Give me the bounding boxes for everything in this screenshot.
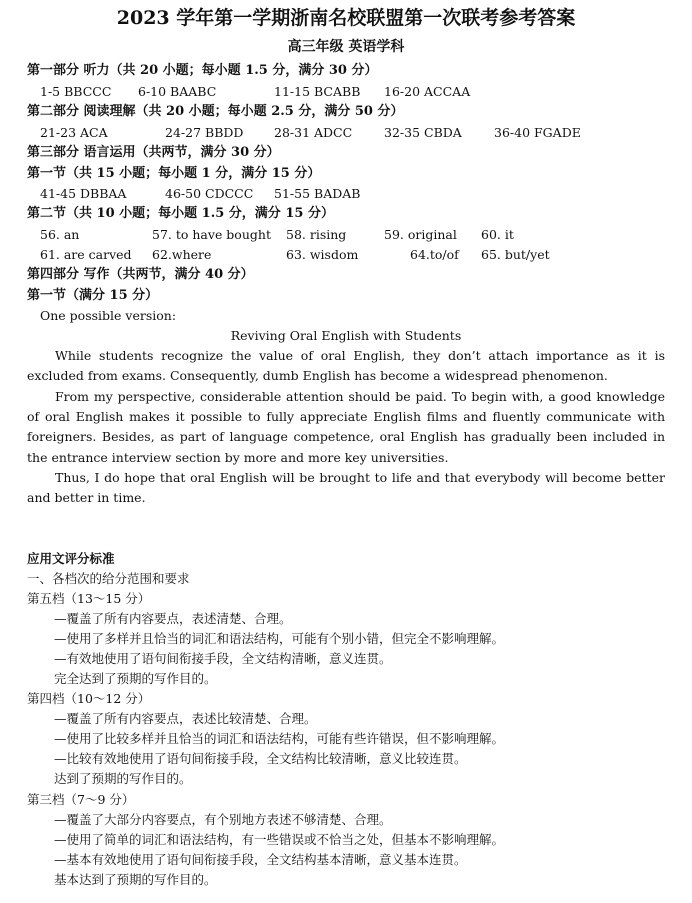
criteria-item: —使用了比较多样并且恰当的词汇和语法结构，可能有些许错误，但不影响理解。 — [54, 731, 505, 746]
answer-item: 60. it — [481, 227, 514, 242]
criteria-item: —基本有效地使用了语句间衔接手段，全文结构基本清晰，意义基本连贯。 — [54, 852, 467, 867]
grade-label: 第三档（7～9 分） — [27, 792, 135, 807]
part4-heading: 第四部分 写作（共两节，满分 40 分） — [27, 267, 254, 282]
answer-group: 51-55 BADAB — [274, 186, 361, 201]
criteria-item: —有效地使用了语句间衔接手段，全文结构清晰，意义连贯。 — [54, 651, 392, 666]
answer-group: 36-40 FGADE — [494, 125, 581, 140]
part4-section1-heading: 第一节（满分 15 分） — [27, 288, 159, 303]
answer-group: 41-45 DBBAA — [40, 186, 127, 201]
answer-item: 59. original — [384, 227, 457, 242]
criteria-item: —比较有效地使用了语句间衔接手段，全文结构比较清晰，意义比较连贯。 — [54, 751, 467, 766]
answer-group: 1-5 BBCCC — [40, 84, 112, 99]
criteria-item: 完全达到了预期的写作目的。 — [54, 671, 217, 686]
answer-item: 58. rising — [286, 227, 347, 242]
answer-group: 11-15 BCABB — [274, 84, 361, 99]
essay-paragraph: Thus, I do hope that oral English will be brought to life and that everybody will become better and better in time. — [27, 470, 665, 506]
answer-item: 56. an — [40, 227, 80, 242]
essay-paragraph: While students recognize the value of oral English, they don’t attach importance as it is excluded from exams. Consequently, dumb English has become a widespread phenomenon. — [27, 348, 665, 384]
answer-item: 65. but/yet — [481, 247, 550, 262]
essay-title: Reviving Oral English with Students — [230, 328, 462, 343]
part3-section1-heading: 第一节（共 15 小题；每小题 1 分，满分 15 分） — [27, 166, 321, 181]
grade-label: 第四档（10～12 分） — [27, 691, 151, 706]
criteria-heading: 应用文评分标准 — [27, 551, 115, 566]
criteria-item: —覆盖了所有内容要点，表述比较清楚、合理。 — [54, 711, 317, 726]
part1-heading: 第一部分 听力（共 20 小题；每小题 1.5 分，满分 30 分） — [27, 63, 378, 78]
answer-item: 61. are carved — [40, 247, 132, 262]
answer-group: 28-31 ADCC — [274, 125, 353, 140]
essay-paragraph: From my perspective, considerable attention should be paid. To begin with, a good knowledge of oral English makes it possible to fully appreciate English films and fluently communicate with foreigners. Besides, as part of language competence, oral English has gradually been included in the entrance interview section by more and more key universities. — [27, 389, 665, 465]
answer-group: 32-35 CBDA — [384, 125, 462, 140]
criteria-item: 基本达到了预期的写作目的。 — [54, 872, 217, 887]
answer-item: 63. wisdom — [286, 247, 359, 262]
part2-heading: 第二部分 阅读理解（共 20 小题；每小题 2.5 分，满分 50 分） — [27, 104, 404, 119]
criteria-item: 达到了预期的写作目的。 — [54, 771, 192, 786]
criteria-intro: 一、各档次的给分范围和要求 — [27, 571, 190, 586]
criteria-item: —覆盖了大部分内容要点，有个别地方表述不够清楚、合理。 — [54, 812, 392, 827]
answer-item: 62.where — [152, 247, 212, 262]
answer-group: 6-10 BAABC — [138, 84, 217, 99]
part3-heading: 第三部分 语言运用（共两节，满分 30 分） — [27, 145, 280, 160]
criteria-item: —使用了简单的词汇和语法结构，有一些错误或不恰当之处，但基本不影响理解。 — [54, 832, 505, 847]
answer-group: 46-50 CDCCC — [165, 186, 254, 201]
answer-item: 64.to/of — [410, 247, 459, 262]
answer-group: 21-23 ACA — [40, 125, 108, 140]
page-subtitle: 高三年级 英语学科 — [287, 39, 405, 55]
grade-label: 第五档（13～15 分） — [27, 591, 151, 606]
answer-group: 16-20 ACCAA — [384, 84, 471, 99]
criteria-item: —覆盖了所有内容要点，表述清楚、合理。 — [54, 611, 292, 626]
answer-item: 57. to have bought — [152, 227, 271, 242]
page-title: 2023 学年第一学期浙南名校联盟第一次联考参考答案 — [116, 7, 576, 29]
version-label: One possible version: — [40, 308, 177, 323]
part3-section2-heading: 第二节（共 10 小题；每小题 1.5 分，满分 15 分） — [27, 206, 334, 221]
answer-group: 24-27 BBDD — [165, 125, 244, 140]
criteria-item: —使用了多样并且恰当的词汇和语法结构，可能有个别小错，但完全不影响理解。 — [54, 631, 505, 646]
